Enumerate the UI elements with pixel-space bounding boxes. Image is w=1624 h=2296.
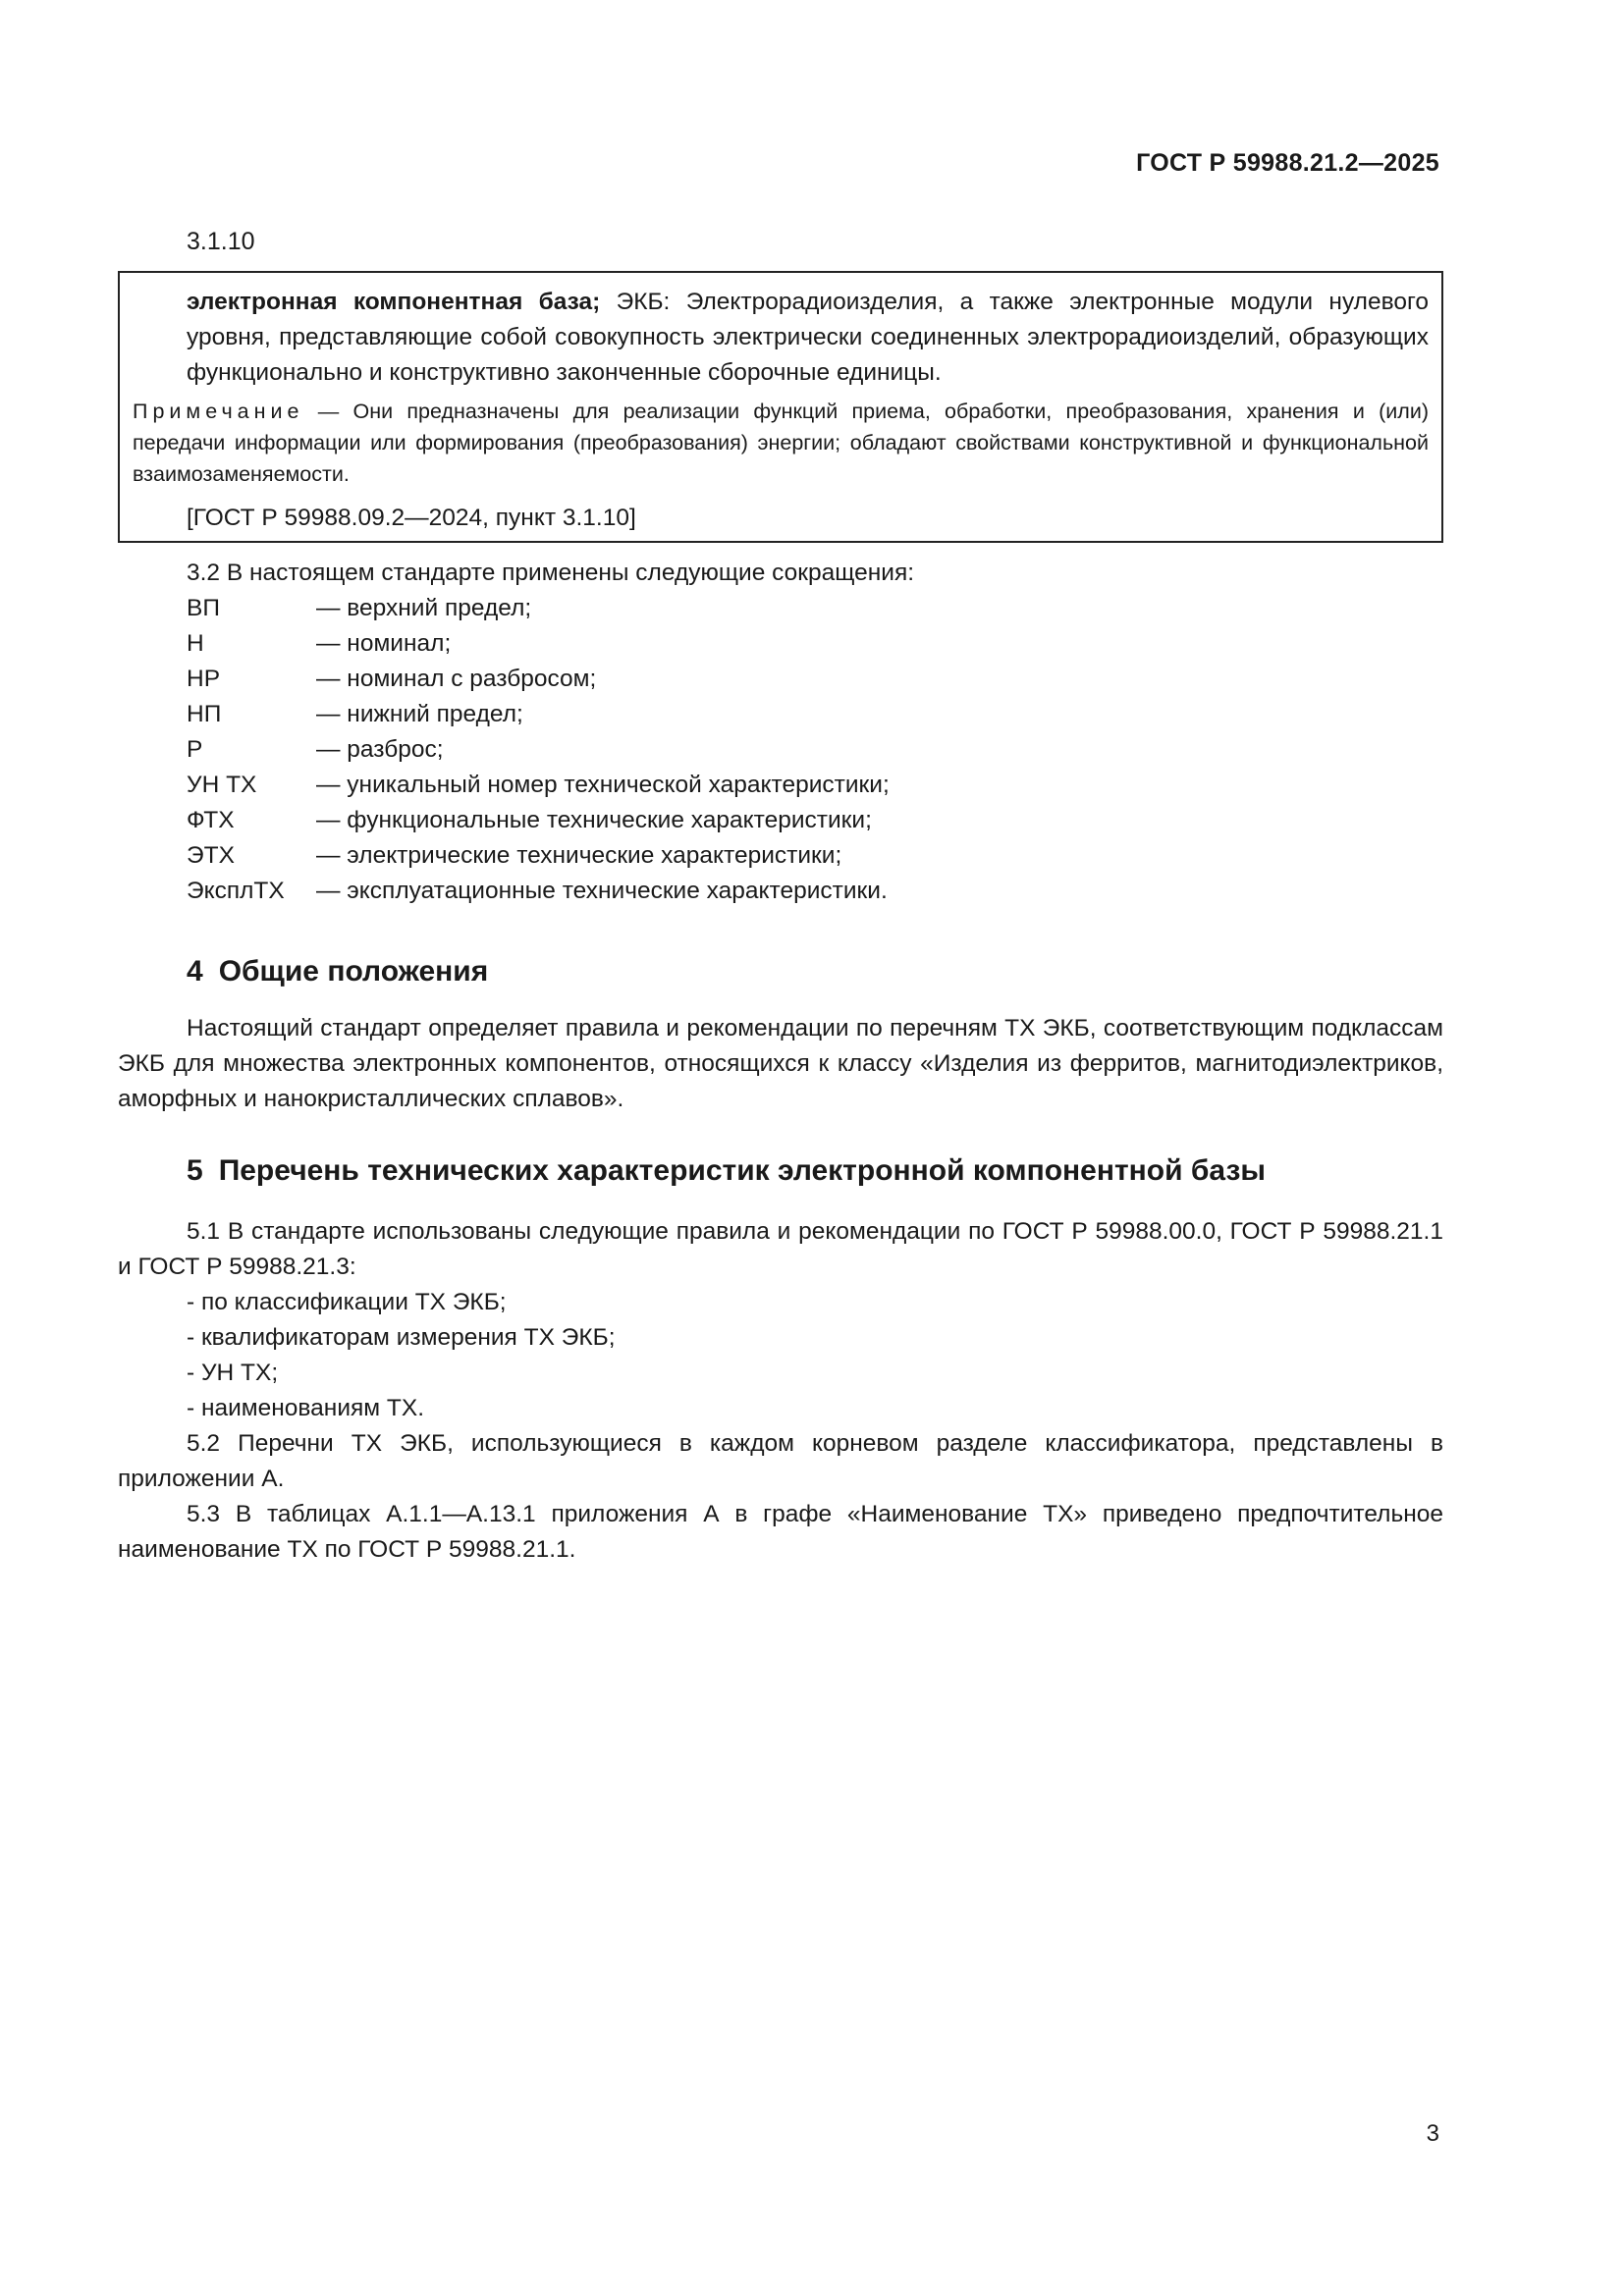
term-number: 3.1.10: [187, 228, 255, 255]
abbreviation-code: ЭксплТХ: [187, 878, 285, 904]
abbreviation-code: НР: [187, 666, 221, 692]
abbreviations-list: [187, 591, 890, 909]
abbreviations-intro: 3.2 В настоящем стандарте применены следующие сокращения:: [187, 560, 915, 586]
abbreviation-meaning: — электрические технические характеристики;: [316, 842, 842, 869]
paragraph-5-3: 5.3 В таблицах А.1.1—А.13.1 приложения А в графе «Наименование ТХ» приведено предпочтительное наименование ТХ по ГОСТ Р 59988.21.1.: [118, 1501, 1443, 1563]
section-5-heading: [187, 1154, 1266, 1188]
list-item: - УН ТХ;: [187, 1360, 279, 1386]
abbreviation-code: ВП: [187, 595, 220, 621]
section-number: 5: [187, 1154, 203, 1187]
abbreviation-meaning: — функциональные технические характеристики;: [316, 807, 872, 833]
abbreviation-meaning: — номинал;: [316, 630, 452, 657]
section-title: Перечень технических характеристик электронной компонентной базы: [218, 1154, 1267, 1187]
paragraph-5-1: 5.1 В стандарте использованы следующие правила и рекомендации по ГОСТ Р 59988.00.0, ГОСТ Р 59988.21.1 и ГОСТ Р 59988.21.3:: [118, 1218, 1443, 1280]
abbreviation-code: ФТХ: [187, 807, 235, 833]
rules-list: [187, 1285, 616, 1426]
abbreviation-row: [187, 697, 890, 732]
term-name: электронная компонентная база;: [187, 289, 601, 315]
section-4-paragraph: Настоящий стандарт определяет правила и рекомендации по перечням ТХ ЭКБ, соответствующим подклассам ЭКБ для множества электронных компонентов, относящихся к классу «Изделия из ферритов, магнитодиэлектриков, аморфных и нанокристаллических сплавов».: [118, 1015, 1443, 1112]
abbreviation-row: [187, 768, 890, 803]
abbreviation-row: [187, 838, 890, 874]
list-item: - квалификаторам измерения ТХ ЭКБ;: [187, 1324, 616, 1351]
abbreviation-row: [187, 626, 890, 662]
term-note: [133, 396, 1429, 490]
abbreviation-meaning: — эксплуатационные технические характеристики.: [316, 878, 888, 904]
abbreviation-code: Н: [187, 630, 204, 657]
abbreviation-code: Р: [187, 736, 203, 763]
list-item: - наименованиям ТХ.: [187, 1395, 425, 1421]
abbreviation-row: [187, 662, 890, 697]
abbreviation-row: [187, 874, 890, 909]
abbreviation-meaning: — разброс;: [316, 736, 444, 763]
abbreviation-row: [187, 591, 890, 626]
term-definition-text: ЭКБ: Электрорадиоизделия, а также электронные модули нулевого уровня, представляющие собой совокупность электрически соединенных электрорадиоизделий, образующих функционально и конструктивно законченные сборочные единицы.: [187, 289, 1429, 386]
section-number: 4: [187, 955, 203, 988]
abbreviation-meaning: — верхний предел;: [316, 595, 532, 621]
abbreviation-meaning: — номинал с разбросом;: [316, 666, 597, 692]
section-4-heading: [187, 955, 488, 988]
term-definition: [187, 285, 1429, 391]
abbreviation-row: [187, 803, 890, 838]
abbreviation-code: НП: [187, 701, 222, 727]
paragraph-5-2: 5.2 Перечни ТХ ЭКБ, использующиеся в каждом корневом разделе классификатора, представлены в приложении А.: [118, 1430, 1443, 1492]
abbreviation-meaning: — уникальный номер технической характеристики;: [316, 772, 890, 798]
abbreviation-code: УН ТХ: [187, 772, 257, 798]
page-number: 3: [1426, 2120, 1439, 2147]
abbreviation-meaning: — нижний предел;: [316, 701, 523, 727]
term-source: [ГОСТ Р 59988.09.2—2024, пункт 3.1.10]: [187, 505, 636, 531]
document-code: ГОСТ Р 59988.21.2—2025: [1136, 149, 1439, 177]
abbreviation-code: ЭТХ: [187, 842, 235, 869]
note-label: Примечание: [133, 400, 304, 423]
abbreviation-row: [187, 732, 890, 768]
list-item: - по классификации ТХ ЭКБ;: [187, 1289, 507, 1315]
section-title: Общие положения: [218, 955, 489, 988]
note-text: — Они предназначены для реализации функций приема, обработки, преобразования, хранения и (или) передачи информации или формирования (преобразования) энергии; обладают свойствами конструктивной и функциональной взаимозаменяемости.: [133, 400, 1429, 486]
